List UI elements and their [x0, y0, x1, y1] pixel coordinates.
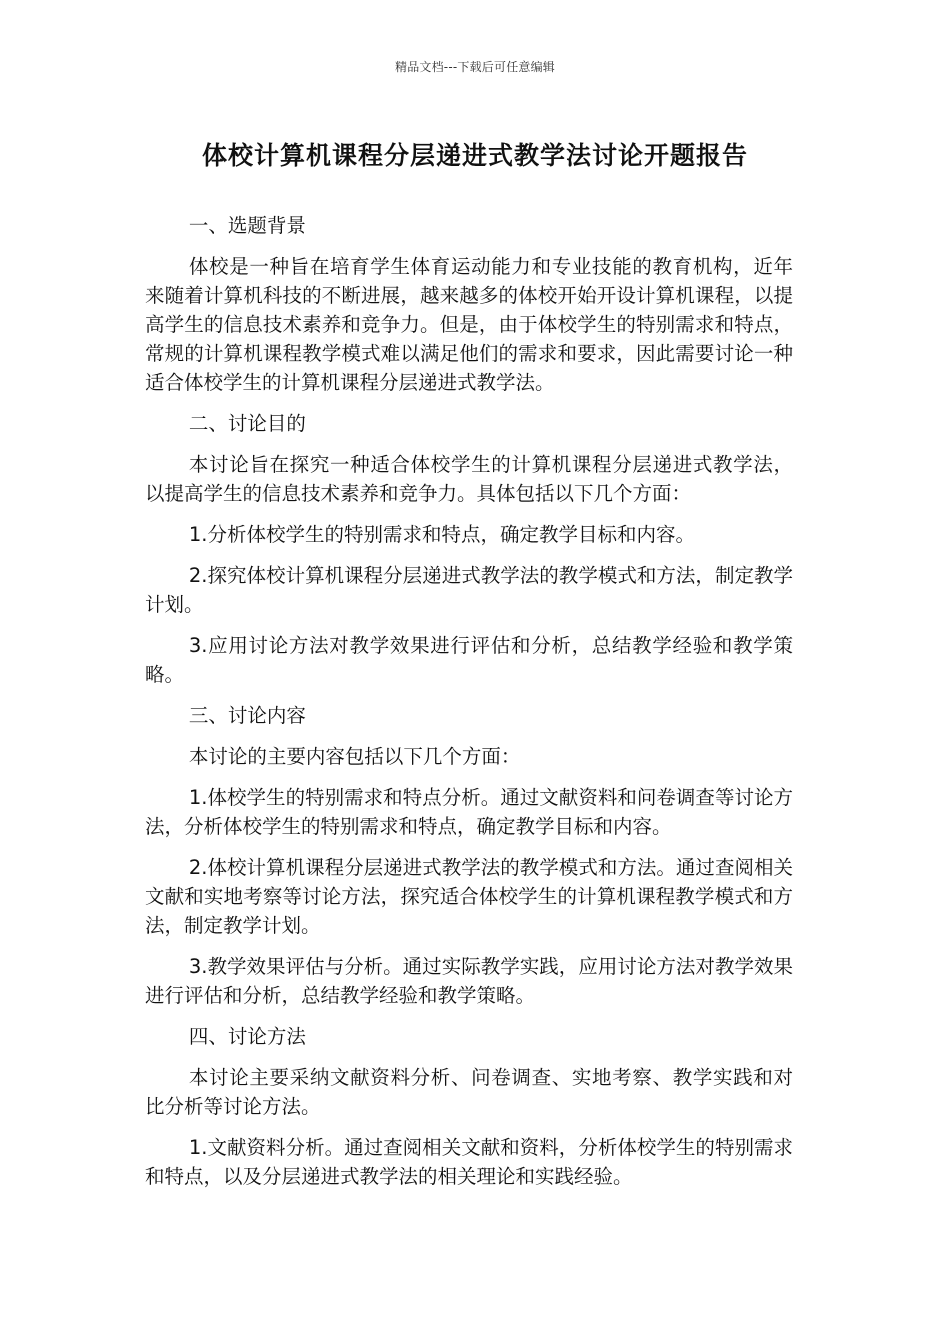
list-item: 3.应用讨论方法对教学效果进行评估和分析，总结教学经验和教学策略。 — [145, 634, 793, 686]
list-item: 1.分析体校学生的特别需求和特点，确定教学目标和内容。 — [188, 523, 695, 546]
section-heading: 二、讨论目的 — [188, 412, 306, 435]
list-item: 2.探究体校计算机课程分层递进式教学法的教学模式和方法，制定教学计划。 — [145, 564, 793, 616]
document-body — [145, 211, 793, 1203]
list-item: 1.体校学生的特别需求和特点分析。通过文献资料和问卷调查等讨论方法，分析体校学生的特别需求和特点，确定教学目标和内容。 — [145, 786, 793, 838]
paragraph: 体校是一种旨在培育学生体育运动能力和专业技能的教育机构，近年来随着计算机科技的不断进展，越来越多的体校开始开设计算机课程，以提高学生的信息技术素养和竞争力。但是，由于体校学生的特别需求和特点，常规的计算机课程教学模式难以满足他们的需求和要求，因此需要讨论一种适合体校学生的计算机课程分层递进式教学法。 — [145, 255, 793, 394]
section-methods — [145, 1022, 793, 1191]
page-header-note: 精品文档---下载后可任意编辑 — [395, 60, 555, 74]
section-content — [145, 701, 793, 1010]
section-heading: 三、讨论内容 — [188, 704, 306, 727]
list-item: 1.文献资料分析。通过查阅相关文献和资料，分析体校学生的特别需求和特点，以及分层递进式教学法的相关理论和实践经验。 — [145, 1136, 793, 1188]
paragraph: 本讨论旨在探究一种适合体校学生的计算机课程分层递进式教学法，以提高学生的信息技术素养和竞争力。具体包括以下几个方面： — [145, 453, 793, 505]
list-item: 3.教学效果评估与分析。通过实际教学实践，应用讨论方法对教学效果进行评估和分析，总结教学经验和教学策略。 — [145, 955, 793, 1007]
section-heading: 一、选题背景 — [188, 214, 306, 237]
section-background — [145, 211, 793, 397]
list-item: 2.体校计算机课程分层递进式教学法的教学模式和方法。通过查阅相关文献和实地考察等讨论方法，探究适合体校学生的计算机课程教学模式和方法，制定教学计划。 — [145, 856, 793, 937]
paragraph: 本讨论的主要内容包括以下几个方面： — [188, 745, 521, 768]
paragraph: 本讨论主要采纳文献资料分析、问卷调查、实地考察、教学实践和对比分析等讨论方法。 — [145, 1066, 793, 1118]
section-heading: 四、讨论方法 — [188, 1025, 306, 1048]
document-title: 体校计算机课程分层递进式教学法讨论开题报告 — [201, 141, 748, 170]
section-purpose — [145, 409, 793, 689]
